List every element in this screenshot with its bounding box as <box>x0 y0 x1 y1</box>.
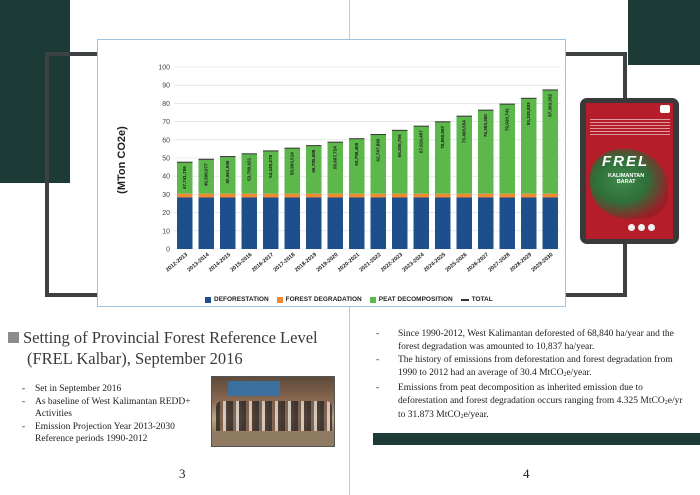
x-tick-label: 2014-2015 <box>208 251 233 274</box>
legend-swatch-forest-degradation <box>277 297 283 303</box>
bar-forest-degradation <box>242 194 257 198</box>
bar-forest-degradation <box>478 194 493 198</box>
data-label: 50,961,596 <box>225 160 231 184</box>
y-tick-label: 40 <box>162 173 170 181</box>
legend-label-peat-decomposition: PEAT DECOMPOSITION <box>378 296 453 303</box>
data-label: 47,741,706 <box>182 166 188 190</box>
bar-deforestation <box>543 197 558 249</box>
emission-chart-svg <box>98 40 567 308</box>
data-label: 79,929,741 <box>504 108 510 132</box>
left-bullet-list <box>22 383 212 446</box>
data-label: 87,369,352 <box>547 93 553 117</box>
bar-deforestation <box>392 197 407 249</box>
y-tick-label: 80 <box>162 100 170 108</box>
photo-group-of-people <box>216 401 332 431</box>
y-tick-label: 50 <box>162 155 170 163</box>
list-item <box>376 382 688 424</box>
x-tick-label: 2020-2021 <box>337 251 362 274</box>
bar-deforestation <box>177 197 192 249</box>
legend-label-deforestation: DEFORESTATION <box>214 296 269 303</box>
bar-deforestation <box>199 197 214 249</box>
data-label: 76,383,300 <box>483 114 489 138</box>
legend-peat-decomposition <box>370 296 453 303</box>
legend-deforestation <box>205 296 269 303</box>
data-label: 58,697,724 <box>332 146 338 170</box>
bullet3-text-b: e/yr to 31.873 MtCO <box>398 395 683 420</box>
x-tick-label: 2017-2018 <box>272 251 297 274</box>
bar-forest-degradation <box>349 194 364 198</box>
legend-swatch-deforestation <box>205 297 211 303</box>
data-label: 54,349,278 <box>268 154 274 178</box>
legend-total <box>461 296 493 303</box>
emission-chart <box>97 39 566 307</box>
data-label: 83,338,883 <box>526 102 532 126</box>
page-number-right: 4 <box>523 466 530 481</box>
legend-swatch-peat-decomposition <box>370 297 376 303</box>
data-label: 49,396,077 <box>203 163 209 187</box>
y-axis-label: (MTon CO2e) <box>116 126 128 194</box>
x-tick-label: 2028-2029 <box>509 251 534 274</box>
legend-forest-degradation <box>277 296 362 303</box>
x-tick-label: 2018-2019 <box>294 251 319 274</box>
bullet2-text-b: e/year. <box>566 367 592 378</box>
data-label: 55,903,514 <box>289 152 295 176</box>
book-subtitle-line2: BARAT <box>616 179 636 186</box>
frame-line-left <box>45 52 49 297</box>
frel-book-cover-image <box>580 98 679 244</box>
bar-deforestation <box>285 197 300 249</box>
y-tick-label: 60 <box>162 137 170 145</box>
meeting-photo <box>211 376 335 447</box>
book-subtitle-line1: KALIMANTAN <box>608 173 645 179</box>
bullet3-subscript-2: 2 <box>460 414 464 420</box>
list-item <box>376 354 688 381</box>
bar-forest-degradation <box>328 194 343 198</box>
list-item: - Since 1990-2012, West Kalimantan deforested of 68,840 ha/year and the forest degradation was amounted to 10,837 ha/year. <box>376 328 688 353</box>
bar-deforestation <box>306 197 321 249</box>
data-label: 65,306,756 <box>397 134 403 158</box>
x-tick-label: 2013-2014 <box>186 251 211 274</box>
heading-line2: (FREL Kalbar), September 2016 <box>27 349 243 368</box>
book-cover <box>586 103 673 239</box>
bullet3-subscript-1: 2 <box>664 399 668 406</box>
book-partner-logos <box>628 224 655 231</box>
data-label: 62,747,860 <box>375 138 381 162</box>
list-item: - Emission Projection Year 2013-2030 Reference periods 1990-2012 <box>22 421 212 446</box>
data-label: 56,785,688 <box>311 149 317 173</box>
x-tick-label: 2016-2017 <box>251 251 276 274</box>
bar-deforestation <box>242 197 257 249</box>
heading-line1: Setting of Provincial Forest Reference Level <box>23 328 318 347</box>
y-tick-label: 30 <box>162 191 170 199</box>
bar-deforestation <box>349 197 364 249</box>
x-tick-label: 2024-2025 <box>423 251 448 274</box>
y-tick-label: 90 <box>162 82 170 90</box>
bullet3-text-c: e/year. <box>463 410 489 420</box>
book-subtitle <box>608 173 644 185</box>
bar-forest-degradation <box>285 194 300 198</box>
bar-forest-degradation <box>371 194 386 198</box>
bar-deforestation <box>457 197 472 249</box>
data-label: 67,616,487 <box>418 130 424 154</box>
legend-label-forest-degradation: FOREST DEGRADATION <box>285 296 362 303</box>
heading-bullet-square-icon <box>8 332 19 343</box>
bar-forest-degradation <box>543 194 558 198</box>
bar-deforestation <box>521 197 536 249</box>
data-label: 73,468,554 <box>461 120 467 144</box>
bullet2-text-a: The history of emissions from deforestation and forest degradation from 1990 to 2012 had an average of 30.4 MtCO <box>398 355 673 378</box>
y-tick-label: 20 <box>162 210 170 218</box>
book-logo-icon <box>660 105 670 113</box>
bar-deforestation <box>220 197 235 249</box>
bar-forest-degradation <box>521 194 536 198</box>
x-tick-label: 2019-2020 <box>315 251 340 274</box>
legend-label-total: TOTAL <box>471 296 493 303</box>
legend-swatch-total <box>461 299 469 301</box>
bar-deforestation <box>478 197 493 249</box>
dark-accent-bar-right <box>373 433 700 445</box>
bar-forest-degradation <box>306 194 321 198</box>
x-tick-label: 2029-2030 <box>530 251 555 274</box>
bar-forest-degradation <box>177 194 192 198</box>
x-tick-label: 2023-2024 <box>401 251 426 274</box>
x-tick-label: 2022-2023 <box>380 251 405 274</box>
bar-deforestation <box>371 197 386 249</box>
page-number-left: 3 <box>179 466 186 481</box>
x-tick-label: 2025-2026 <box>444 251 469 274</box>
x-tick-label: 2012-2013 <box>165 251 190 274</box>
x-tick-label: 2027-2028 <box>487 251 512 274</box>
data-label: 52,790,621 <box>246 157 252 181</box>
book-title: FREL <box>602 153 650 170</box>
book-cover-text-block <box>590 119 670 135</box>
bar-deforestation <box>263 197 278 249</box>
y-tick-label: 100 <box>158 64 170 72</box>
y-tick-label: 10 <box>162 228 170 236</box>
x-tick-label: 2015-2016 <box>229 251 254 274</box>
bar-forest-degradation <box>263 194 278 198</box>
dark-accent-block-left <box>0 0 70 183</box>
bar-forest-degradation <box>414 194 429 198</box>
y-tick-label: 70 <box>162 119 170 127</box>
bar-forest-degradation <box>392 194 407 198</box>
list-item: - Set in September 2016 <box>22 383 212 396</box>
photo-banner <box>228 381 280 396</box>
photo-floor <box>212 432 335 447</box>
bar-forest-degradation <box>199 194 214 198</box>
bar-forest-degradation <box>457 194 472 198</box>
partner-logo-icon <box>648 224 655 231</box>
bar-forest-degradation <box>500 194 515 198</box>
bar-deforestation <box>328 197 343 249</box>
bar-deforestation <box>414 197 429 249</box>
data-label: 70,550,067 <box>440 125 446 149</box>
dark-accent-block-right <box>628 0 700 65</box>
bar-deforestation <box>500 197 515 249</box>
bar-deforestation <box>435 197 450 249</box>
section-heading <box>8 327 348 369</box>
bullet2-subscript: 2 <box>563 371 567 378</box>
partner-logo-icon <box>638 224 645 231</box>
right-bullet-list <box>376 328 688 425</box>
x-tick-label: 2021-2022 <box>358 251 383 274</box>
y-tick-label: 0 <box>166 246 170 254</box>
list-item: - As baseline of West Kalimantan REDD+ Activities <box>22 396 212 421</box>
chart-legend <box>205 296 493 303</box>
bullet3-text-a: Emissions from peat decomposition as inherited emission due to deforestation and forest degradation occurs ranging from 4.325 MtCO <box>398 383 665 406</box>
x-tick-label: 2026-2027 <box>466 251 491 274</box>
bar-forest-degradation <box>220 194 235 198</box>
partner-logo-icon <box>628 224 635 231</box>
data-label: 60,798,400 <box>354 142 360 166</box>
bar-forest-degradation <box>435 194 450 198</box>
